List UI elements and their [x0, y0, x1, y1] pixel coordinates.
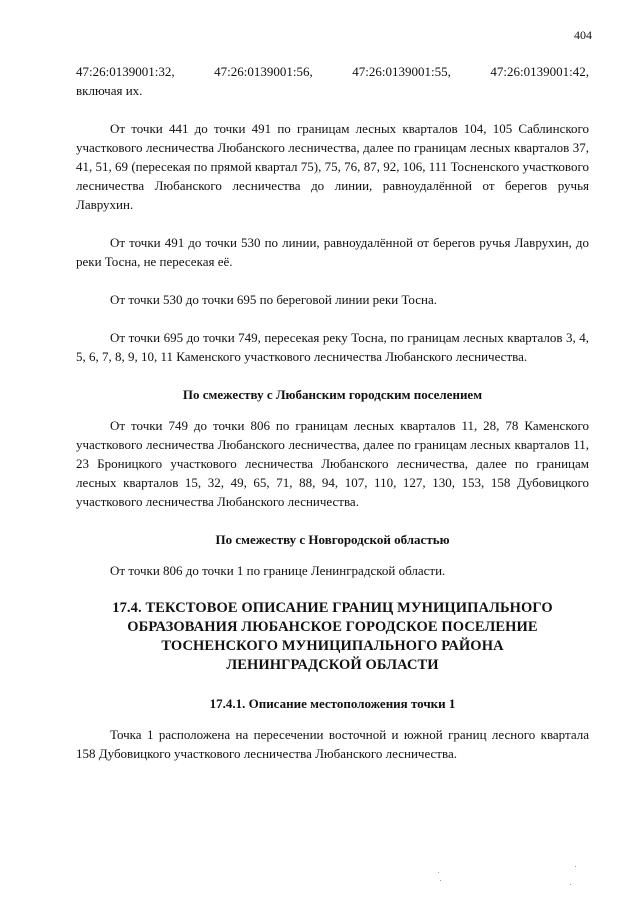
document-body	[76, 62, 589, 763]
subsection-title: 17.4.1. Описание местоположения точки 1	[209, 696, 456, 711]
cadastral-number: 47:26:0139001:55,	[352, 64, 451, 79]
paragraph: Точка 1 расположена на пересечении восточной и южной границ лесного квартала 158 Дубовицкого участкового лесничества Любанского лесничества.	[76, 727, 589, 761]
section-title-line: ОБРАЗОВАНИЯ ЛЮБАНСКОЕ ГОРОДСКОЕ ПОСЕЛЕНИЕ	[127, 619, 538, 635]
cadastral-number: 47:26:0139001:42,	[490, 64, 589, 79]
paragraph: От точки 530 до точки 695 по береговой линии реки Тосна.	[110, 292, 437, 307]
scan-speck	[570, 884, 571, 885]
paragraph: От точки 749 до точки 806 по границам лесных кварталов 11, 28, 78 Каменского участкового лесничества Любанского лесничества, далее по границам лесных кварталов 11, 23 Броницкого участкового лесничества Любанского лесничества, далее по границам лесных кварталов 15, 32, 49, 65, 71, 88, 94, 107, 110, 127, 130, 153, 158 Дубовицкого участкового лесничества Любанского лесничества.	[76, 418, 589, 509]
cadastral-numbers-line	[76, 62, 589, 81]
paragraph: От точки 806 до точки 1 по границе Ленинградской области.	[110, 563, 446, 578]
scan-speck	[575, 866, 576, 867]
page-number: 404	[574, 28, 592, 42]
section-title	[76, 599, 589, 675]
section-title-line: ТОСНЕНСКОГО МУНИЦИПАЛЬНОГО РАЙОНА	[161, 638, 504, 654]
scan-speck	[438, 872, 439, 873]
subheading-novgorod-region: По смежеству с Новгородской областью	[215, 532, 450, 547]
section-title-line: 17.4. ТЕКСТОВОЕ ОПИСАНИЕ ГРАНИЦ МУНИЦИПАЛЬНОГО	[112, 600, 553, 616]
cadastral-number: 47:26:0139001:56,	[214, 64, 313, 79]
paragraph: От точки 491 до точки 530 по линии, равноудалённой от берегов ручья Лаврухин, до реки Тосна, не пересекая её.	[76, 235, 589, 269]
scan-speck	[440, 880, 441, 881]
paragraph: От точки 441 до точки 491 по границам лесных кварталов 104, 105 Саблинского участкового лесничества Любанского лесничества, далее по границам лесных кварталов 37, 41, 51, 69 (пересекая по прямой квартал 75), 75, 76, 87, 92, 106, 111 Тосненского участкового лесничества Любанского лесничества до линии, равноудалённой от берегов ручья Лаврухин.	[76, 121, 589, 212]
cadastral-tail: включая их.	[76, 83, 143, 98]
cadastral-number: 47:26:0139001:32,	[76, 64, 175, 79]
paragraph: От точки 695 до точки 749, пересекая реку Тосна, по границам лесных кварталов 3, 4, 5, 6, 7, 8, 9, 10, 11 Каменского участкового лесничества Любанского лесничества.	[76, 330, 589, 364]
section-title-line: ЛЕНИНГРАДСКОЙ ОБЛАСТИ	[226, 657, 439, 673]
subheading-lyuban-settlement: По смежеству с Любанским городским поселением	[182, 387, 483, 402]
